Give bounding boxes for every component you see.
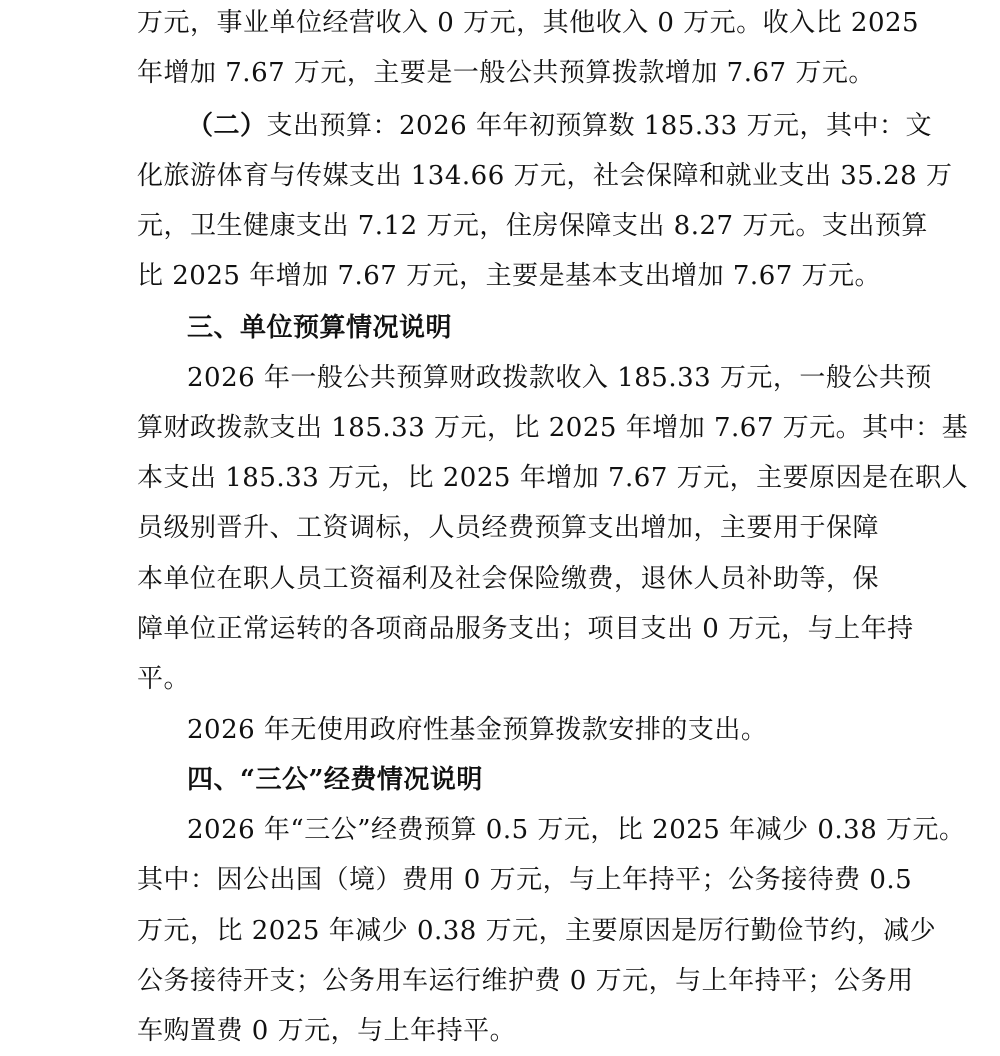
paragraph-line: 车购置费 0 万元，与上年持平。	[137, 1016, 517, 1046]
paragraph-line: 公务接待开支；公务用车运行维护费 0 万元，与上年持平；公务用	[137, 966, 914, 996]
subheading-prefix: （二）	[187, 111, 267, 141]
paragraph-line: 算财政拨款支出 185.33 万元，比 2025 年增加 7.67 万元。其中：基	[137, 413, 969, 443]
paragraph-line: 员级别晋升、工资调标，人员经费预算支出增加，主要用于保障	[137, 513, 880, 543]
paragraph-line: 万元，比 2025 年减少 0.38 万元，主要原因是厉行勤俭节约，减少	[137, 916, 937, 946]
section-heading: 四、“三公”经费情况说明	[187, 765, 483, 795]
paragraph-line: 障单位正常运转的各项商品服务支出；项目支出 0 万元，与上年持	[137, 614, 914, 644]
subheading-line	[187, 101, 932, 151]
paragraph-line: 2026 年“三公”经费预算 0.5 万元，比 2025 年减少 0.38 万元。	[187, 815, 966, 845]
paragraph-line: 本支出 185.33 万元，比 2025 年增加 7.67 万元，主要原因是在职人	[137, 463, 969, 493]
paragraph-text: 支出预算：2026 年年初预算数 185.33 万元，其中：文	[266, 111, 932, 141]
paragraph-line: 2026 年一般公共预算财政拨款收入 185.33 万元，一般公共预	[187, 363, 932, 393]
section-heading: 三、单位预算情况说明	[187, 313, 453, 343]
paragraph-line: 万元，事业单位经营收入 0 万元，其他收入 0 万元。收入比 2025	[137, 8, 920, 38]
paragraph-line: 化旅游体育与传媒支出 134.66 万元，社会保障和就业支出 35.28 万	[137, 161, 953, 191]
paragraph-line: 元，卫生健康支出 7.12 万元，住房保障支出 8.27 万元。支出预算	[137, 211, 928, 241]
paragraph-line: 平。	[137, 664, 191, 694]
paragraph-line: 2026 年无使用政府性基金预算拨款安排的支出。	[187, 715, 768, 745]
paragraph-line: 其中：因公出国（境）费用 0 万元，与上年持平；公务接待费 0.5	[137, 865, 913, 895]
paragraph-line: 比 2025 年增加 7.67 万元，主要是基本支出增加 7.67 万元。	[137, 261, 882, 291]
paragraph-line: 年增加 7.67 万元，主要是一般公共预算拨款增加 7.67 万元。	[137, 58, 875, 88]
paragraph-line: 本单位在职人员工资福利及社会保险缴费，退休人员补助等，保	[137, 564, 880, 594]
